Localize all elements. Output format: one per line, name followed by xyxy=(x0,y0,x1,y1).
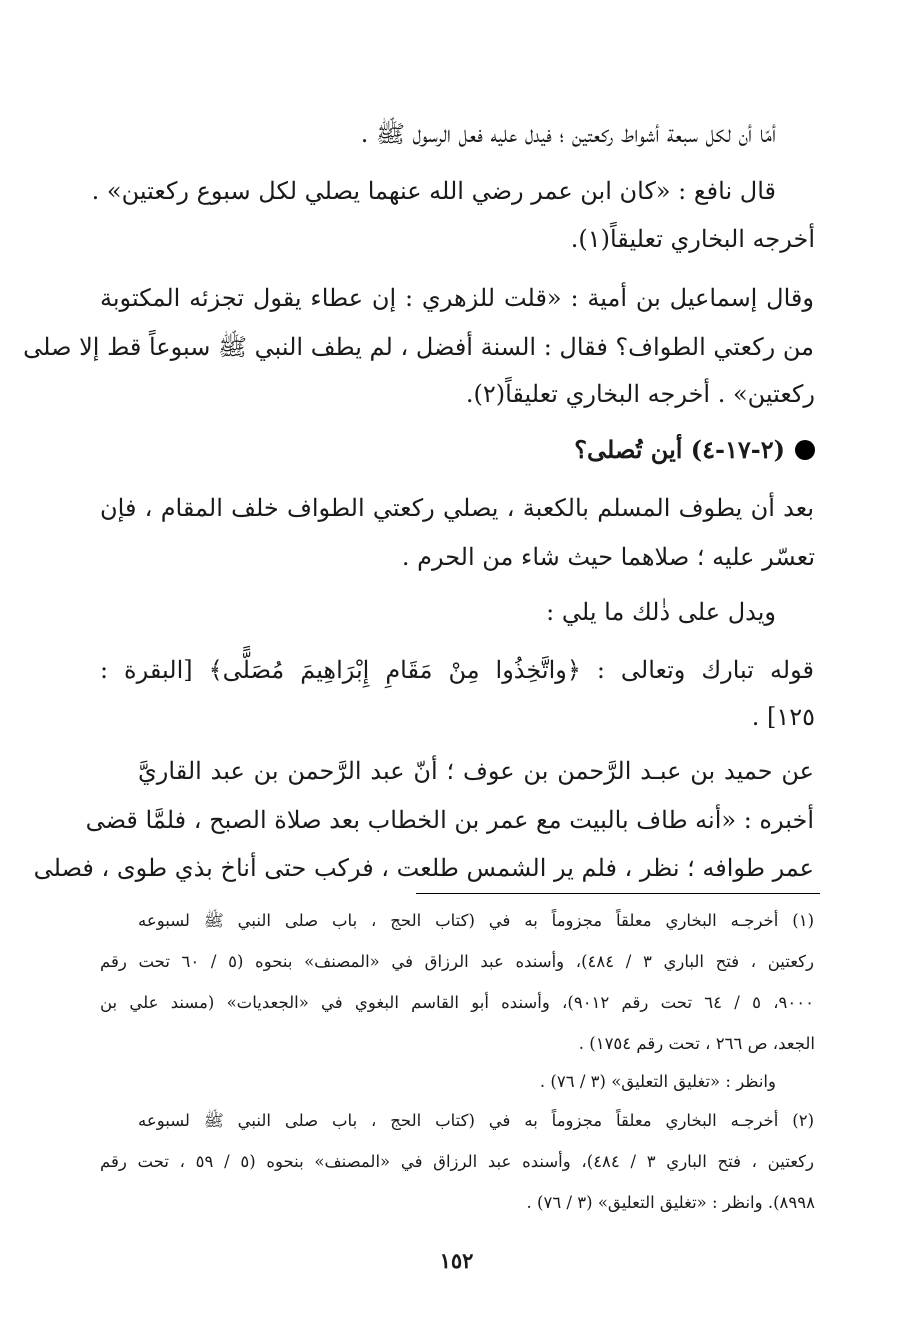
body-line: أمّا أن لكل سبعة أشواط ركعتين ؛ فيدل عليه فعل الرسول ﷺ . xyxy=(360,120,776,148)
footnote-separator xyxy=(416,893,820,894)
body-line: ركعتين» . أخرجه البخاري تعليقاً(٢). xyxy=(465,380,815,408)
footnote-line: ركعتين ، فتح الباري ٣ / ٤٨٤)، وأسنده عبد الرزاق في «المصنف» بنحوه (٥ / ٥٩ ، تحت رقم xyxy=(100,1152,814,1171)
body-line: بعد أن يطوف المسلم بالكعبة ، يصلي ركعتي الطواف خلف المقام ، فإن xyxy=(100,494,814,522)
page-number: ١٥٢ xyxy=(439,1248,474,1273)
section-heading-text: (٢-١٧-٤) أين تُصلى؟ xyxy=(574,435,785,464)
footnote-line: ركعتين ، فتح الباري ٣ / ٤٨٤)، وأسنده عبد الرزاق في «المصنف» بنحوه (٥ / ٦٠ تحت رقم xyxy=(100,952,815,971)
body-line: عن حميد بن عبـد الرَّحمن بن عوف ؛ أنّ عبد الرَّحمن بن عبد القاريَّ xyxy=(138,757,814,785)
footnote-line: (١) أخرجـه البخاري معلقاً مجزوماً به في (كتاب الحج ، باب صلى النبي ﷺ لسبوعه xyxy=(138,911,814,930)
footnote-line: الجعد، ص ٢٦٦ ، تحت رقم ١٧٥٤) . xyxy=(578,1034,815,1053)
body-line: قال نافع : «كان ابن عمر رضي الله عنهما يصلي لكل سبوع ركعتين» . xyxy=(91,177,776,205)
body-line: أخبره : «أنه طاف بالبيت مع عمر بن الخطاب بعد صلاة الصبح ، فلمَّا قضى xyxy=(85,806,814,834)
section-heading xyxy=(97,433,815,467)
body-line: عمر طوافه ؛ نظر ، فلم ير الشمس طلعت ، فركب حتى أناخ بذي طوى ، فصلى xyxy=(33,854,814,882)
footnote-line: وانظر : «تغليق التعليق» (٣ / ٧٦) . xyxy=(539,1072,776,1091)
bullet-icon xyxy=(795,440,815,460)
body-line: من ركعتي الطواف؟ فقال : السنة أفضل ، لم يطف النبي ﷺ سبوعاً قط إلا صلى xyxy=(23,333,814,361)
body-line: أخرجه البخاري تعليقاً(١). xyxy=(570,225,815,253)
body-line: تعسّر عليه ؛ صلاهما حيث شاء من الحرم . xyxy=(401,543,815,571)
body-line: ١٢٥] . xyxy=(751,703,815,731)
footnote-line: ٩٠٠٠، ٥ / ٦٤ تحت رقم ٩٠١٢)، وأسنده أبو القاسم البغوي في «الجعديات» (مسند علي بن xyxy=(100,993,814,1012)
body-line: وقال إسماعيل بن أمية : «قلت للزهري : إن عطاء يقول تجزئه المكتوبة xyxy=(100,284,814,312)
footnote-line: (٢) أخرجـه البخاري معلقاً مجزوماً به في (كتاب الحج ، باب صلى النبي ﷺ لسبوعه xyxy=(138,1111,814,1130)
quran-verse-line: قوله تبارك وتعالى : ﴿واتَّخِذُوا مِنْ مَقَامِ إِبْرَاهِيمَ مُصَلًّى﴾ [البقرة : xyxy=(100,656,814,684)
footnote-line: ٨٩٩٨). وانظر : «تغليق التعليق» (٣ / ٧٦) . xyxy=(526,1193,815,1212)
body-line: ويدل على ذٰلك ما يلي : xyxy=(546,598,776,626)
